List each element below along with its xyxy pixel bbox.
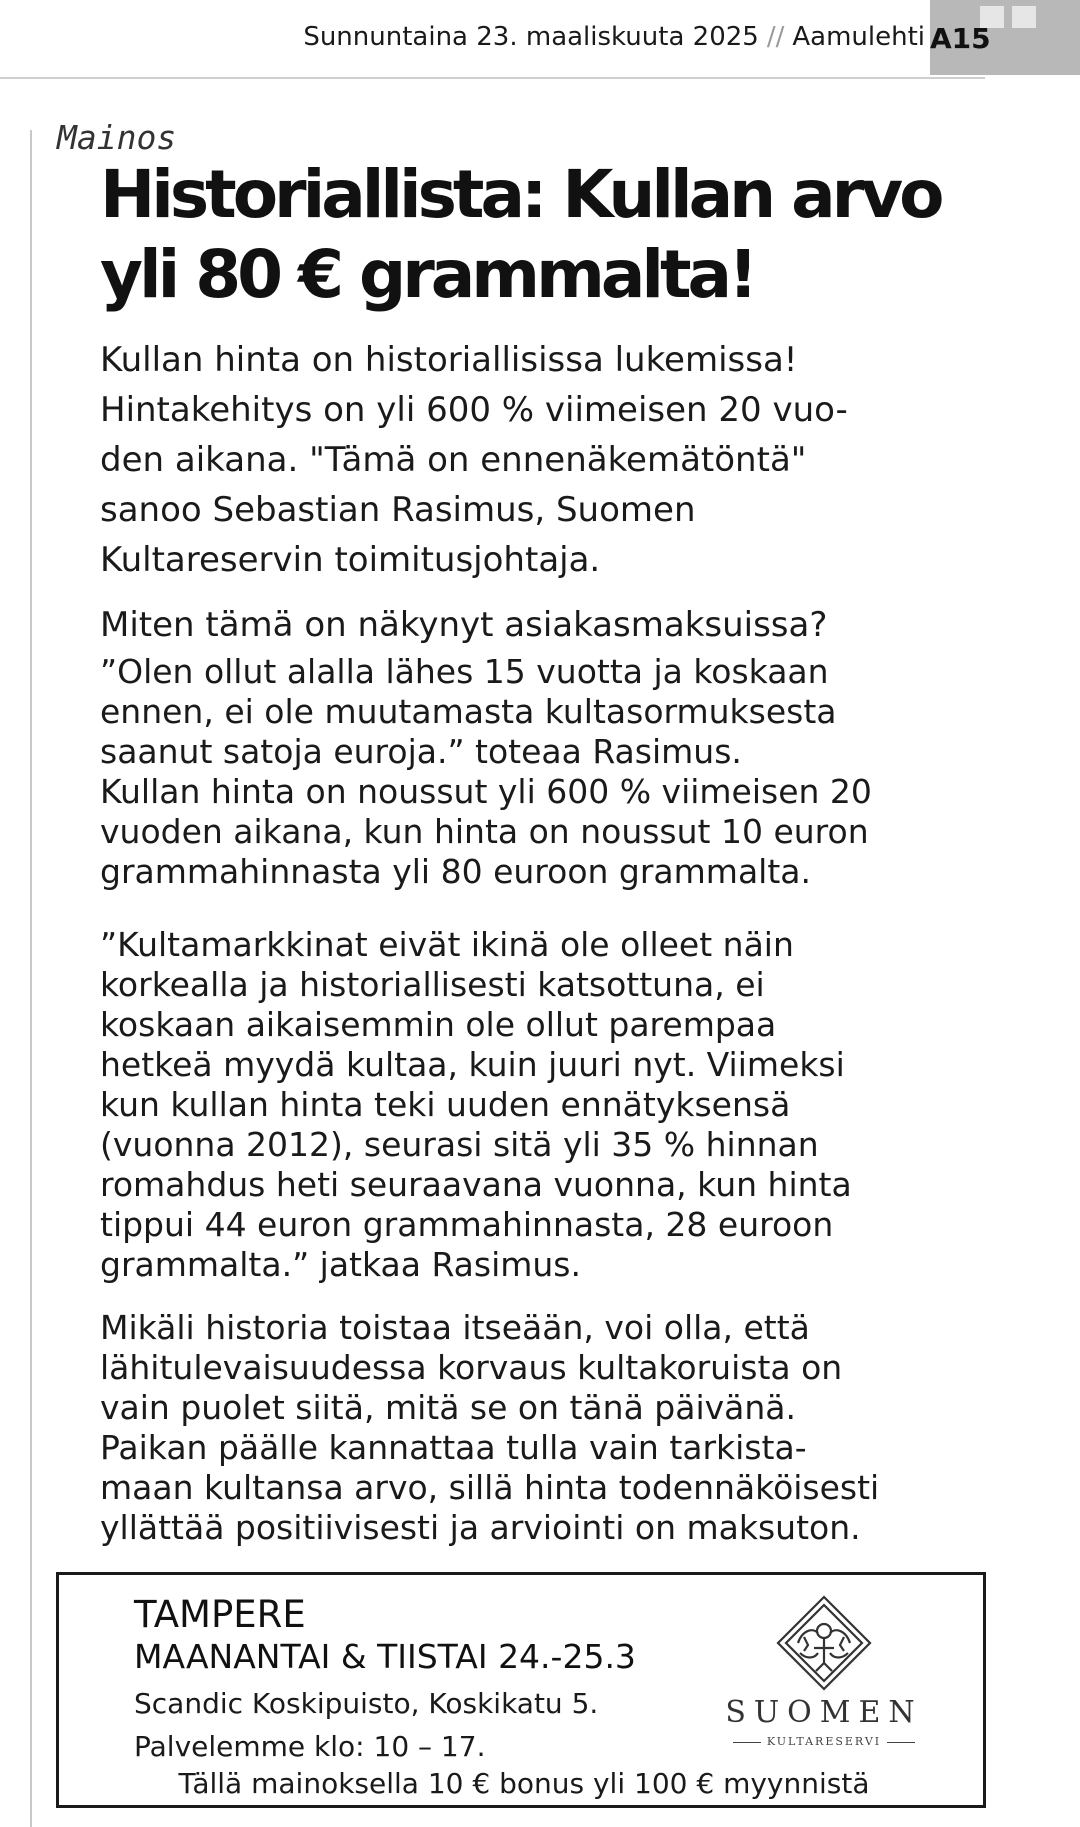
subheading: Miten tämä on näkynyt asiakasmaksuissa? — [100, 605, 828, 645]
body-paragraph-2: ”Kultamarkkinat eivät ikinä ole olleet näin korkealla ja historiallisesti katsottuna, ei koskaan aikaisemmin ole ollut parempaa hetkeä myydä kultaa, kuin juuri nyt. Viimeksi kun kullan hinta teki uuden ennätyksensä (vuonna 2012), seurasi sitä yli 35 % hinnan romahdus heti seuraavana vuonna, kun hinta tippui 44 euron grammahinnasta, 28 euroon grammalta.” jatkaa Rasimus. — [100, 925, 852, 1284]
event-dates: MAANANTAI & TIISTAI 24.-25.3 — [134, 1637, 636, 1676]
lead-paragraph: Kullan hinta on historiallisissa lukemissa! Hintakehitys on yli 600 % viimeisen 20 vuo- den aikana. "Tämä on ennenäkemätöntä" sanoo Sebastian Rasimus, Suomen Kultareservin toimitusjohtaja. — [100, 340, 848, 580]
header-separator: // — [766, 22, 785, 52]
page-header — [0, 0, 1080, 78]
event-venue: Scandic Koskipuisto, Koskikatu 5. — [134, 1687, 599, 1720]
body-paragraph-1: ”Olen ollut alalla lähes 15 vuotta ja koskaan ennen, ei ole muutamasta kultasormuksesta saanut satoja euroja.” toteaa Rasimus. Kullan hinta on noussut yli 600 % viimeisen 20 vuoden aikana, kun hinta on noussut 10 euron grammahinnasta yli 80 euroon grammalta. — [100, 652, 872, 891]
body-paragraph-3: Mikäli historia toistaa itseään, voi olla, että lähitulevaisuudessa korvaus kultakoruista on vain puolet siitä, mitä se on tänä päivänä. Paikan päälle kannattaa tulla vain tarkista- maan kultansa arvo, sillä hinta todennäköisesti yllättää positiivisesti ja arviointi on maksuton. — [100, 1308, 880, 1547]
logo-subtitle: KULTARESERVI — [724, 1735, 924, 1748]
header-paper: Aamulehti — [792, 22, 925, 52]
ad-label: Mainos — [57, 118, 177, 157]
header-divider — [0, 77, 985, 79]
emblem-icon — [774, 1593, 874, 1693]
corner-square-2 — [1012, 6, 1036, 28]
event-info-box — [56, 1572, 986, 1808]
page-number: A15 — [930, 22, 991, 55]
header-date: Sunnuntaina 23. maaliskuuta 2025 — [303, 22, 759, 52]
logo-wordmark: SUOMEN — [725, 1695, 923, 1730]
header-dateline — [303, 22, 925, 52]
left-column-rule — [30, 130, 32, 1827]
event-city: TAMPERE — [134, 1593, 306, 1636]
headline: Historiallista: Kullan arvo yli 80 € grammalta! — [100, 156, 941, 313]
bonus-offer: Tällä mainoksella 10 € bonus yli 100 € myynnistä — [178, 1767, 870, 1800]
event-hours: Palvelemme klo: 10 – 17. — [134, 1730, 486, 1763]
